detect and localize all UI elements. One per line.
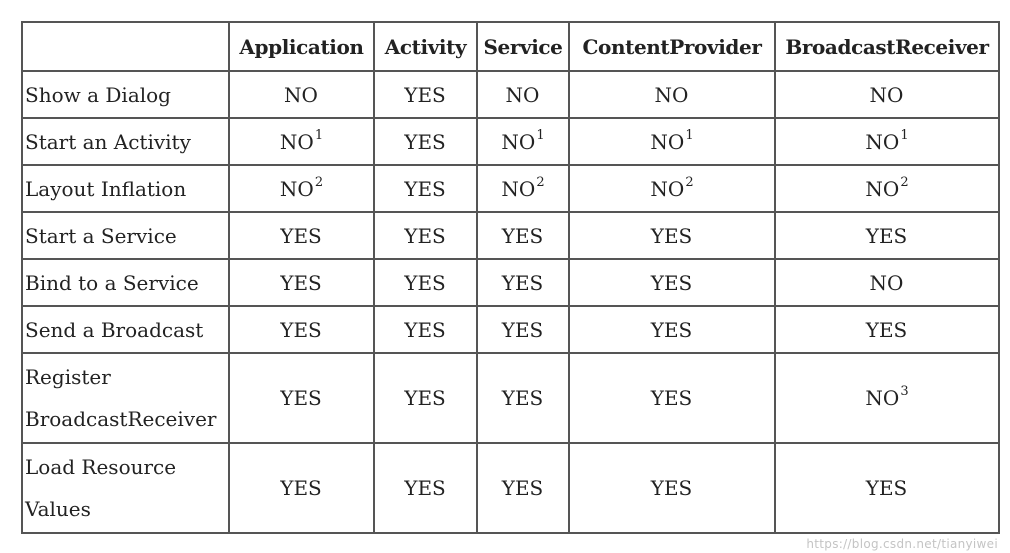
table-cell [374,353,477,443]
cell-value: YES [650,317,693,342]
footnote-mark: 1 [685,127,694,143]
footnote-mark: 2 [314,174,324,190]
cell-value: YES [280,476,322,500]
cell-value: YES [501,270,544,295]
table-cell [775,259,999,306]
cell-value: YES [650,476,693,500]
cell-value: YES [404,223,446,248]
cell-value: NO [654,82,689,107]
cell-value: NO [865,386,900,410]
cell-value: NO [869,270,904,295]
cell-value: NO [284,82,318,107]
table-cell [477,212,569,259]
row-label: Show a Dialog [22,71,229,118]
table-cell [477,118,569,165]
table-cell [477,165,569,212]
cell-value: YES [404,82,446,107]
table-cell [229,306,374,353]
table-cell [229,259,374,306]
table-cell [229,71,374,118]
cell-value: YES [650,270,693,295]
footnote-mark: 1 [900,127,909,143]
table-cell [229,118,374,165]
table-cell [569,306,775,353]
cell-value: YES [404,386,446,410]
header-cell-contentprovider: ContentProvider [569,22,775,71]
cell-value: NO [505,82,540,107]
cell-value: YES [404,476,446,500]
row-label: Load Resource Values [22,443,229,533]
capability-table-container [21,21,998,534]
table-cell [477,306,569,353]
cell-value: YES [501,223,544,248]
footnote-mark: 3 [900,384,909,400]
watermark: https://blog.csdn.net/tianyiwei [806,537,998,551]
cell-value: YES [865,476,908,500]
row-label: Bind to a Service [22,259,229,306]
table-row [22,353,999,443]
table-cell [477,353,569,443]
table-row [22,306,999,353]
table-cell [775,118,999,165]
footnote-mark: 1 [536,127,545,143]
row-label: Send a Broadcast [22,306,229,353]
footnote-mark: 1 [314,127,324,143]
cell-value: NO [501,129,536,154]
row-label: Start an Activity [22,118,229,165]
table-cell [374,212,477,259]
cell-value: YES [501,386,544,410]
table-row [22,212,999,259]
table-cell [775,212,999,259]
table-cell [775,443,999,533]
cell-value: YES [280,223,322,248]
header-cell-activity: Activity [374,22,477,71]
table-row [22,71,999,118]
cell-value: NO [650,176,685,201]
cell-value: NO [279,129,314,154]
table-cell [569,71,775,118]
cell-value: YES [650,386,693,410]
cell-value: YES [280,386,322,410]
table-cell [477,259,569,306]
table-row [22,165,999,212]
cell-value: YES [404,270,446,295]
cell-value: YES [280,317,322,342]
row-label: Start a Service [22,212,229,259]
table-cell [569,165,775,212]
cell-value: YES [501,317,544,342]
table-cell [569,353,775,443]
cell-value: NO [650,129,685,154]
table-cell [569,443,775,533]
cell-value: NO [501,176,536,201]
table-cell [374,165,477,212]
table-cell [775,306,999,353]
header-cell-service: Service [477,22,569,71]
cell-value: YES [404,176,446,201]
table-cell [569,118,775,165]
cell-value: NO [865,129,900,154]
footnote-mark: 2 [900,174,909,190]
table-cell [569,212,775,259]
table-cell [374,118,477,165]
table-cell [229,353,374,443]
header-cell-broadcastreceiver: BroadcastReceiver [775,22,999,71]
table-row [22,443,999,533]
footnote-mark: 2 [685,174,694,190]
table-cell [569,259,775,306]
table-cell [229,443,374,533]
header-row [22,22,999,71]
table-cell [374,259,477,306]
table-cell [374,306,477,353]
cell-value: NO [279,176,314,201]
table-cell [775,353,999,443]
table-cell [477,71,569,118]
cell-value: YES [865,317,908,342]
table-cell [374,71,477,118]
cell-value: YES [650,223,693,248]
cell-value: YES [501,476,544,500]
table-cell [229,165,374,212]
table-row [22,118,999,165]
row-label: Register BroadcastReceiver [22,353,229,443]
table-cell [374,443,477,533]
cell-value: YES [404,317,446,342]
table-row [22,259,999,306]
row-label: Layout Inflation [22,165,229,212]
cell-value: YES [865,223,908,248]
header-cell-corner [22,22,229,71]
header-cell-application: Application [229,22,374,71]
cell-value: NO [865,176,900,201]
table-cell [775,71,999,118]
cell-value: NO [869,82,904,107]
cell-value: YES [280,270,322,295]
table-cell [477,443,569,533]
capability-table [21,21,1000,534]
footnote-mark: 2 [536,174,545,190]
table-cell [229,212,374,259]
table-cell [775,165,999,212]
cell-value: YES [404,129,446,154]
